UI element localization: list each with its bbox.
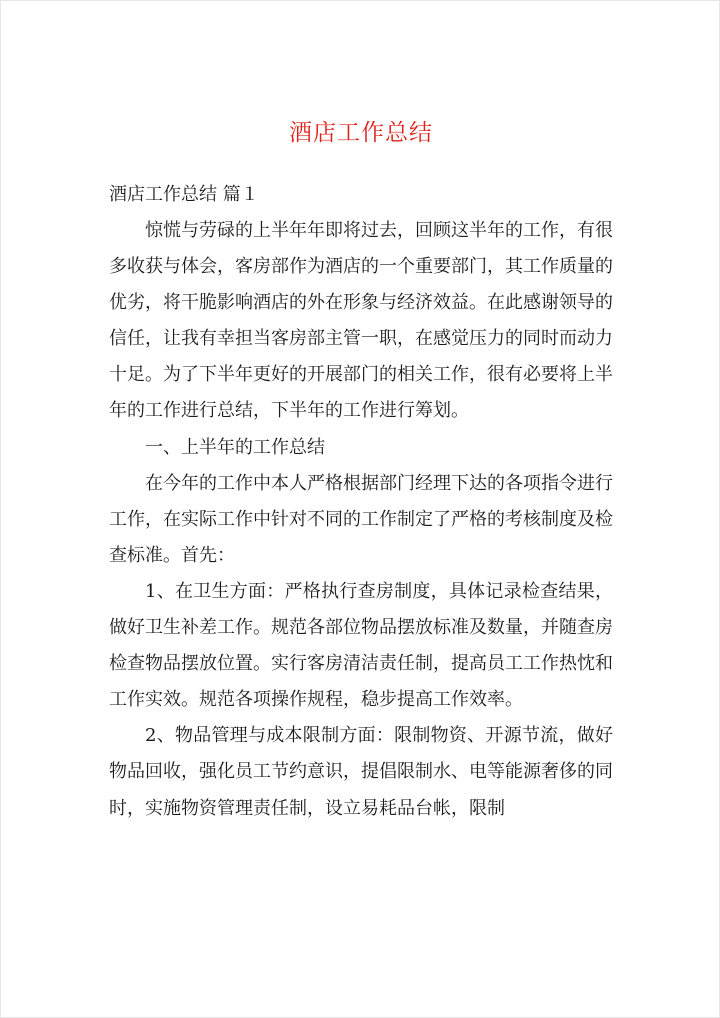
paragraph-work-overview: 在今年的工作中本人严格根据部门经理下达的各项指令进行工作，在实际工作中针对不同的工作制定了严格的考核制度及检查标准。首先： bbox=[109, 472, 613, 566]
document-title: 酒店工作总结 bbox=[289, 120, 433, 146]
section-heading: 酒店工作总结 篇１ bbox=[109, 184, 259, 205]
document-body bbox=[109, 213, 613, 827]
paragraph-heading-first-half: 一、上半年的工作总结 bbox=[145, 436, 325, 458]
paragraph-cost-control: 2、物品管理与成本限制方面：限制物资、开源节流，做好物品回收，强化员工节约意识，提倡限制水、电等能源奢侈的同时，实施物资管理责任制，设立易耗品台帐，限制 bbox=[109, 725, 613, 819]
paragraph-hygiene: 1、在卫生方面：严格执行查房制度，具体记录检查结果，做好卫生补差工作。规范各部位物品摆放标准及数量，并随查房检查物品摆放位置。实行客房清洁责任制，提高员工工作热忱和工作实效。规范各项操作规程，稳步提高工作效率。 bbox=[109, 580, 613, 711]
paragraph-intro: 惊慌与劳碌的上半年年即将过去，回顾这半年的工作，有很多收获与体会，客房部作为酒店的一个重要部门，其工作质量的优劣，将干脆影响酒店的外在形象与经济效益。在此感谢领导的信任，让我有幸担当客房部主管一职，在感觉压力的同时而动力十足。为了下半年更好的开展部门的相关工作，很有必要将上半年的工作进行总结，下半年的工作进行筹划。 bbox=[109, 220, 613, 422]
